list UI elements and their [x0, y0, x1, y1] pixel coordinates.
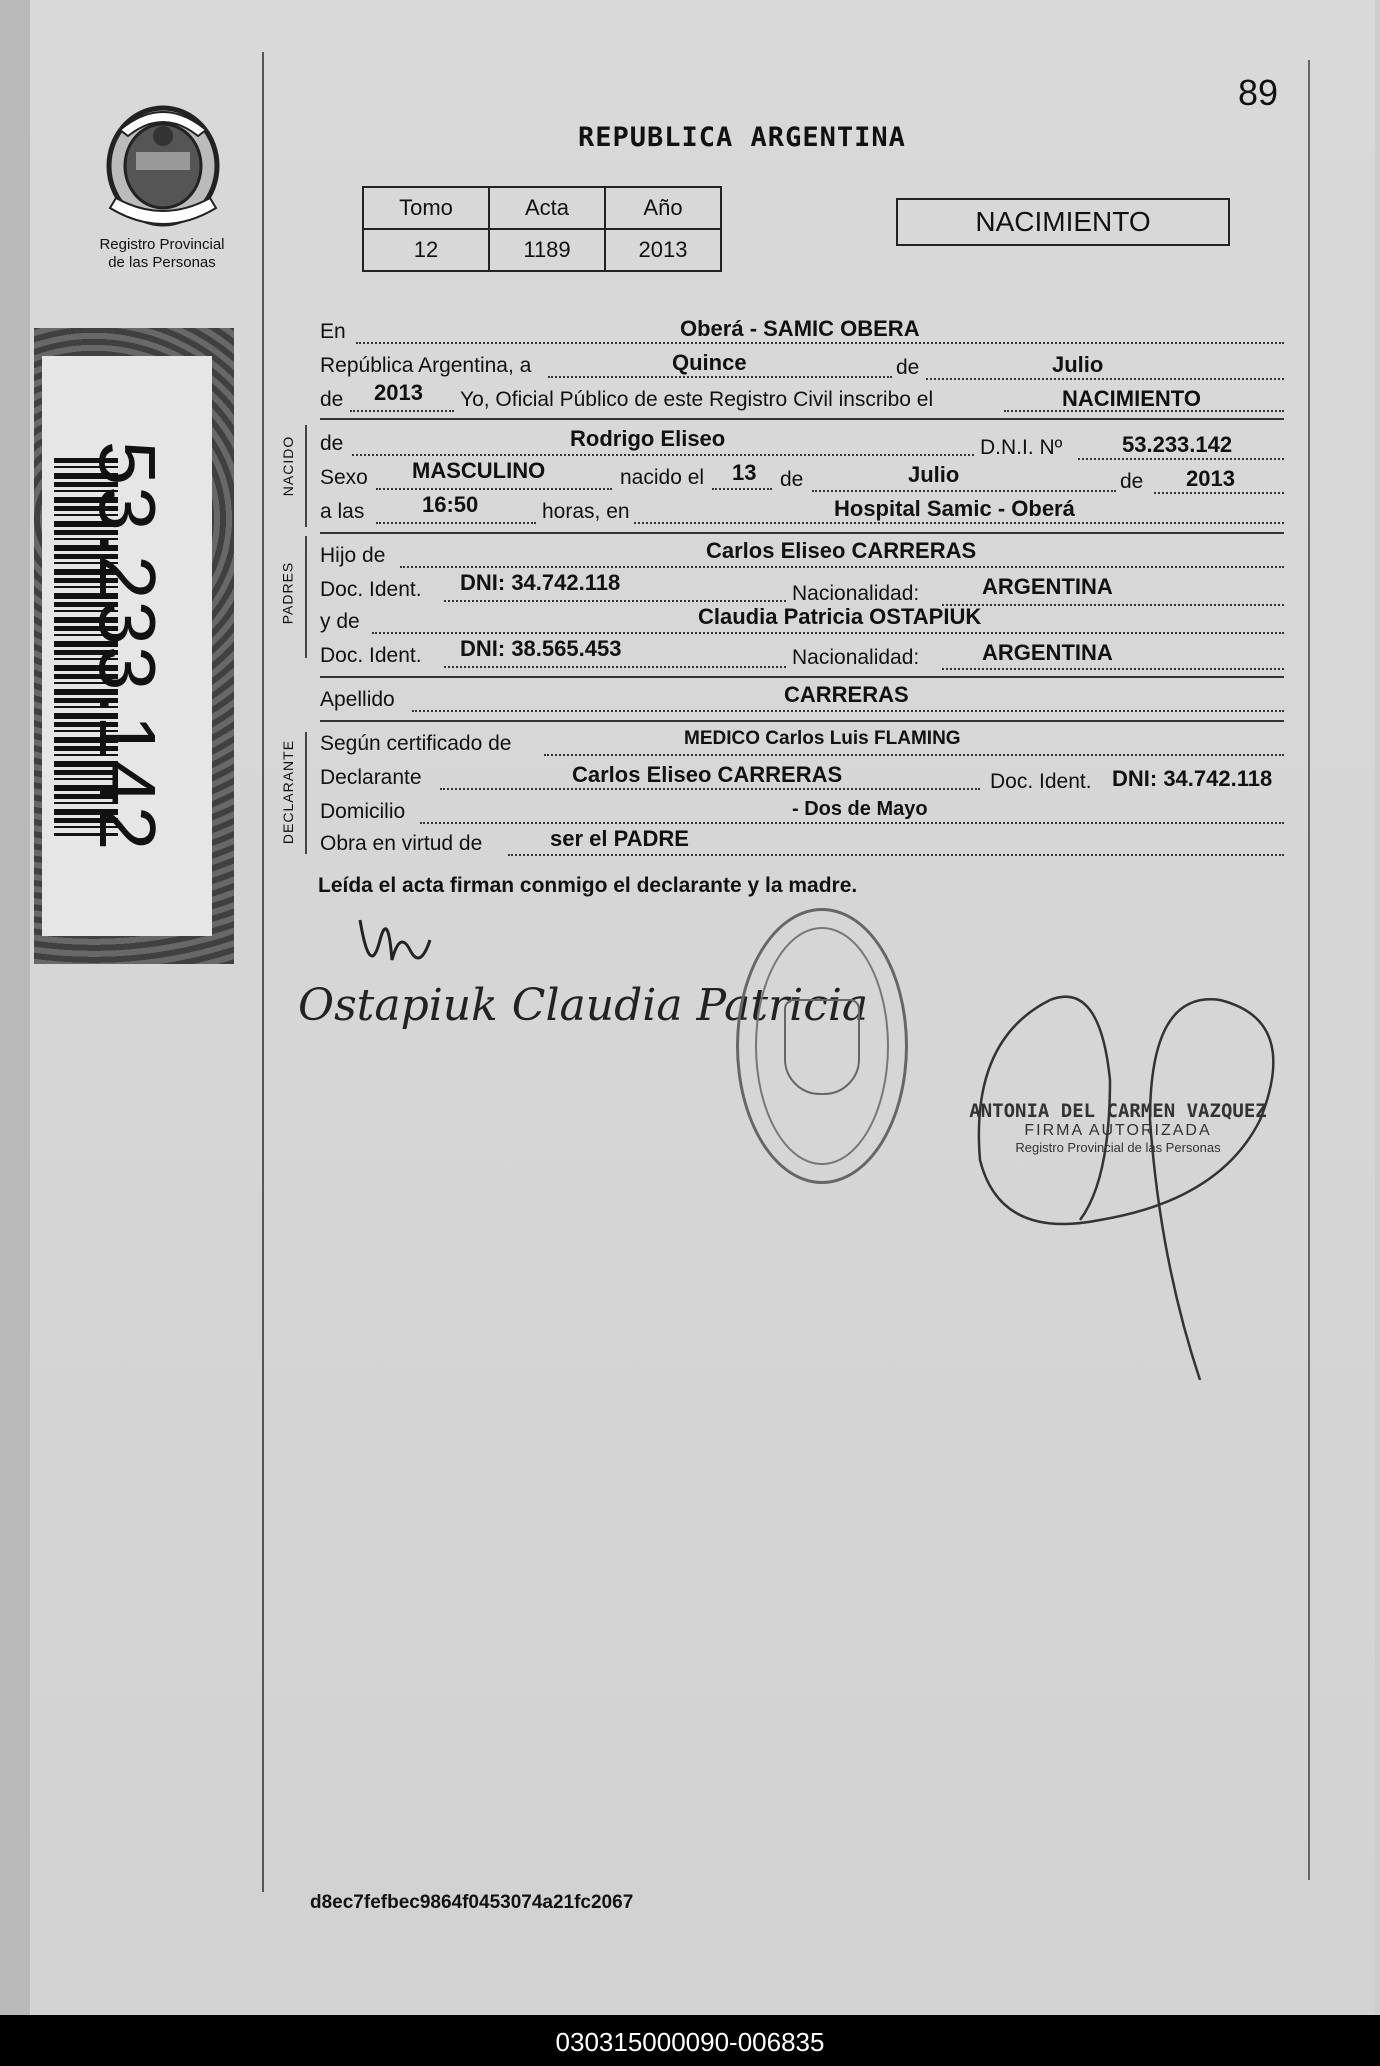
nacido-label: nacido el	[620, 466, 705, 489]
obra-value: ser el PADRE	[550, 826, 689, 851]
dni-label: D.N.I. Nº	[980, 436, 1063, 459]
sexo-label: Sexo	[320, 466, 368, 489]
de-label: de	[896, 356, 920, 379]
section-label-nacido: NACIDO	[280, 435, 297, 497]
declarante-label: Declarante	[320, 766, 422, 789]
divider	[320, 532, 1284, 534]
birth-month: Julio	[908, 462, 960, 487]
year: 2013	[374, 380, 423, 405]
header-ano: Año	[605, 187, 721, 229]
divider	[320, 720, 1284, 722]
binding-edge	[0, 0, 33, 2015]
alas-label: a las	[320, 500, 365, 523]
fill-line	[420, 822, 1284, 824]
declarante-doc: DNI: 34.742.118	[1112, 766, 1273, 791]
registry-label-line1: Registro Provincial	[99, 236, 225, 253]
fill-line	[372, 632, 1284, 634]
en-value: Oberá - SAMIC OBERA	[680, 316, 920, 341]
seal-shield-icon	[784, 999, 860, 1095]
inscribo-value: NACIMIENTO	[1062, 386, 1201, 411]
de-label: de	[320, 432, 344, 455]
fill-line	[412, 710, 1284, 712]
de-label: de	[780, 468, 804, 491]
registry-label-line2: de las Personas	[108, 254, 216, 271]
fill-line	[440, 788, 980, 790]
de-label: de	[1120, 470, 1144, 493]
declarante-value: Carlos Eliseo CARRERAS	[572, 762, 843, 787]
value-acta: 1189	[489, 229, 605, 271]
hijo-label: Hijo de	[320, 544, 386, 567]
fill-line	[1154, 492, 1284, 494]
mother-name: Claudia Patricia OSTAPIUK	[698, 604, 982, 629]
month: Julio	[1052, 352, 1104, 377]
official-office: Registro Provincial de las Personas	[1015, 1140, 1221, 1155]
barcode-number-wrap	[42, 356, 212, 936]
day-words: Quince	[672, 350, 747, 375]
father-nationality: ARGENTINA	[982, 574, 1113, 599]
page-number: 89	[1238, 72, 1279, 113]
fill-line	[544, 754, 1284, 756]
section-label-padres: PADRES	[279, 561, 296, 625]
fill-line	[350, 410, 454, 412]
docid-label: Doc. Ident.	[320, 578, 422, 601]
declarant-signature	[340, 900, 460, 990]
fill-line	[352, 454, 974, 456]
section-bar-nacido	[305, 425, 307, 527]
republica-label: República Argentina, a	[320, 354, 532, 377]
apellido-value: CARRERAS	[784, 682, 909, 707]
birth-time: 16:50	[422, 492, 479, 517]
certificado-value: MEDICO Carlos Luis FLAMING	[684, 728, 961, 749]
sexo-value: MASCULINO	[412, 458, 546, 483]
segun-label: Según certificado de	[320, 732, 512, 755]
province-crest-logo	[100, 100, 226, 230]
official-signature	[960, 960, 1320, 1380]
nacionalidad-label: Nacionalidad:	[792, 582, 920, 605]
fill-line	[508, 854, 1284, 856]
barcode-label	[34, 328, 234, 964]
section-bar-declarante	[305, 732, 307, 854]
yde-label: y de	[320, 610, 360, 633]
fill-line	[1078, 458, 1284, 460]
value-ano: 2013	[605, 229, 721, 271]
child-name: Rodrigo Eliseo	[570, 426, 726, 451]
fill-line	[376, 488, 612, 490]
fill-line	[400, 566, 1284, 568]
fill-line	[548, 376, 892, 378]
header-tomo: Tomo	[363, 187, 489, 229]
official-role: FIRMA AUTORIZADA	[1024, 1122, 1212, 1139]
nacionalidad-label: Nacionalidad:	[792, 646, 920, 669]
fill-line	[444, 666, 786, 668]
divider	[320, 418, 1284, 420]
apellido-label: Apellido	[320, 688, 395, 711]
footer-bar	[0, 2015, 1380, 2066]
value-tomo: 12	[363, 229, 489, 271]
fill-line	[444, 600, 786, 602]
en-label: En	[320, 320, 346, 343]
fill-line	[712, 488, 772, 490]
birth-day: 13	[732, 460, 757, 485]
yo-text: Yo, Oficial Público de este Registro Civil inscribo el	[460, 388, 934, 411]
domicilio-value: - Dos de Mayo	[792, 798, 928, 820]
footer-code: 030315000090-006835	[555, 2027, 825, 2057]
birth-year: 2013	[1186, 466, 1235, 491]
registry-label	[82, 236, 242, 272]
section-label-declarante: DECLARANTE	[280, 739, 297, 845]
page-title: REPUBLICA ARGENTINA	[578, 122, 906, 153]
fill-line	[376, 522, 536, 524]
obra-label: Obra en virtud de	[320, 832, 483, 855]
mother-doc: DNI: 38.565.453	[460, 636, 622, 661]
docid-label: Doc. Ident.	[320, 644, 422, 667]
fill-line	[942, 604, 1284, 606]
delegation-seal	[736, 908, 908, 1184]
father-name: Carlos Eliseo CARRERAS	[706, 538, 977, 563]
official-name: ANTONIA DEL CARMEN VAZQUEZ	[969, 1100, 1267, 1122]
fill-line	[634, 522, 1284, 524]
fill-line	[356, 342, 1284, 344]
closing-statement: Leída el acta firman conmigo el declarante y la madre.	[318, 874, 858, 897]
domicilio-label: Domicilio	[320, 800, 406, 823]
fill-line	[942, 668, 1284, 670]
fill-line	[926, 378, 1284, 380]
official-stamp	[968, 1100, 1268, 1155]
de-label: de	[320, 388, 344, 411]
birth-place: Hospital Samic - Oberá	[834, 496, 1075, 521]
record-type-box: NACIMIENTO	[896, 198, 1230, 246]
decl-docid-label: Doc. Ident.	[990, 770, 1092, 793]
barcode-number: 53.233.142	[83, 440, 172, 852]
header-acta: Acta	[489, 187, 605, 229]
document-hash: d8ec7fefbec9864f0453074a21fc2067	[310, 1892, 634, 1913]
mother-nationality: ARGENTINA	[982, 640, 1113, 665]
mother-signature: Ostapiuk Claudia Patricia	[298, 980, 869, 1031]
horas-label: horas, en	[542, 500, 630, 523]
father-doc: DNI: 34.742.118	[460, 570, 621, 595]
divider	[320, 676, 1284, 678]
section-bar-padres	[305, 536, 307, 658]
left-margin-line	[262, 52, 264, 1892]
record-table	[362, 186, 722, 272]
fill-line	[812, 490, 1116, 492]
child-dni: 53.233.142	[1122, 432, 1233, 457]
